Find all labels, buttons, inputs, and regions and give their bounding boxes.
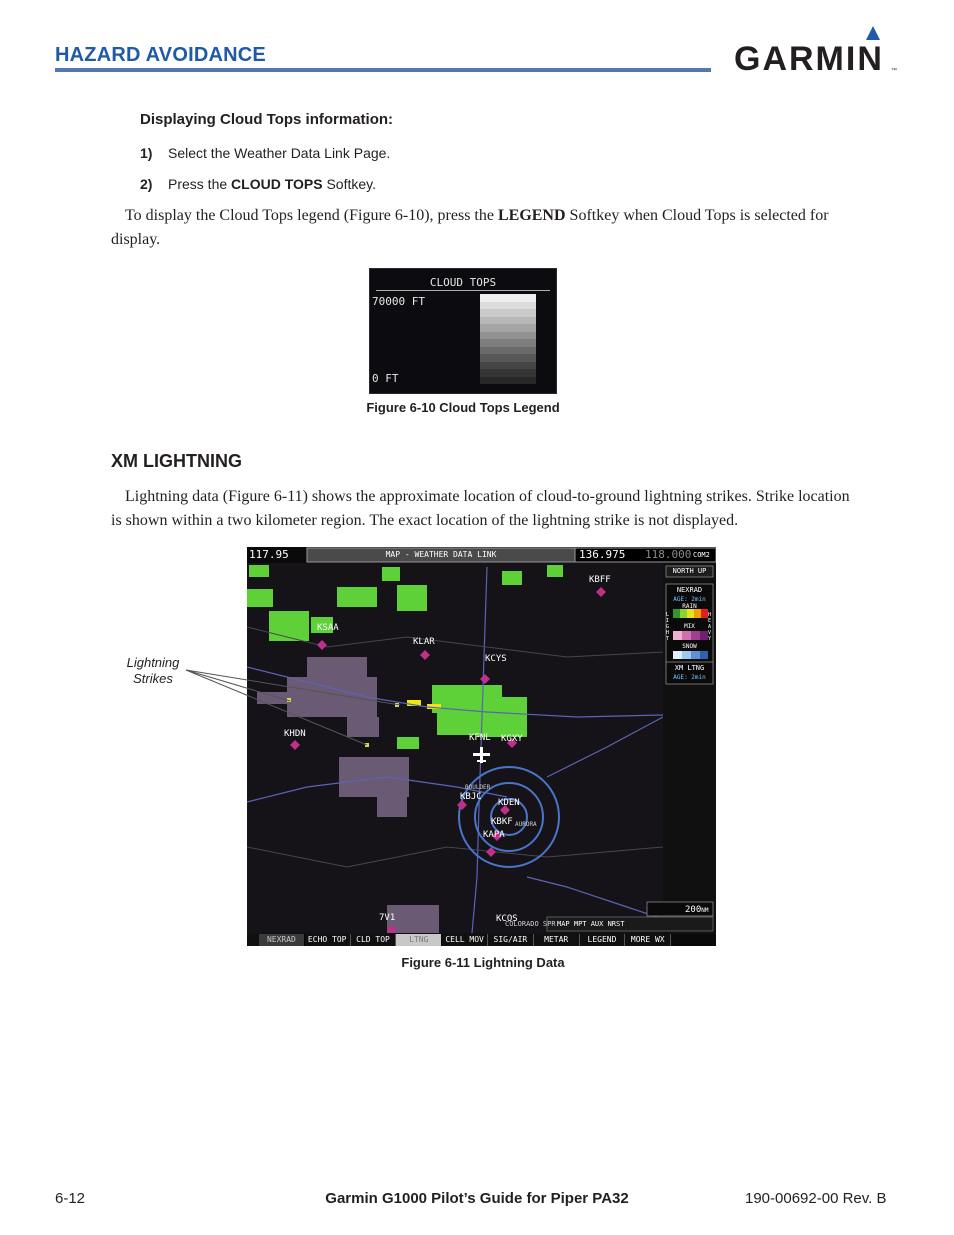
airport-label[interactable]: KGXY [501,734,523,744]
map-page-title: MAP - WEATHER DATA LINK [385,550,497,559]
map-range[interactable]: 200NM [685,905,709,915]
footer-document-title: Garmin G1000 Pilot’s Guide for Piper PA32 [325,1190,629,1207]
airport-label[interactable]: KFNL [469,733,491,743]
airport-label[interactable]: KCOS [496,914,518,924]
legend-softkey-name: LEGEND [497,207,566,224]
softkey-echo-top[interactable]: ECHO TOP [305,934,351,946]
airport-label[interactable]: KBJC [460,792,482,802]
snow-label: SNOW [682,643,697,650]
heavy-label: HEAVY [708,612,712,642]
figure-6-10-caption: Figure 6-10 Cloud Tops Legend [366,400,560,415]
airport-label[interactable]: KBKF [491,817,513,827]
com-label: COM2 [693,551,710,559]
com-active-frequency: 136.975 [579,548,626,561]
cloud-tops-softkey-name: CLOUD TOPS [231,176,323,192]
logo-trademark: ™ [891,68,897,74]
softkey-metar[interactable]: METAR [534,934,580,946]
page-group-status: MAP MPT AUX NRST [557,920,625,928]
legend-paragraph: To display the Cloud Tops legend (Figure 6-10), press the LEGEND Softkey when Cloud Tops is selected for display. [111,207,829,248]
airport-label[interactable]: KAPA [483,830,505,840]
xm-ltng-age: AGE: 2min [673,674,706,681]
softkey-nexrad[interactable]: NEXRAD [259,934,305,946]
softkey-sig-air[interactable]: SIG/AIR [488,934,534,946]
cloud-tops-legend-title: CLOUD TOPS [429,276,497,289]
lightning-strikes-callout: Lightning Strikes [126,655,180,686]
light-label: LIGHT [666,612,670,642]
airport-label[interactable]: KDEN [498,798,520,808]
softkey-cld-top[interactable]: CLD TOP [351,934,397,946]
footer-document-number: 190-00692-00 Rev. B [745,1190,887,1207]
cloud-tops-max-label: 70000 FT [372,295,425,308]
airport-label[interactable]: KSAA [317,623,339,633]
nexrad-legend-title: NEXRAD [676,586,703,594]
airport-label[interactable]: KHDN [284,729,306,739]
nexrad-age: AGE: 2min [673,596,706,603]
softkey-cell-mov[interactable]: CELL MOV [442,934,488,946]
mix-label: MIX [684,623,695,630]
airport-label[interactable]: 7V1 [379,913,396,923]
softkey-more-wx[interactable]: MORE WX [625,934,671,946]
orientation-label[interactable]: NORTH UP [672,567,707,575]
city-label: BOULDER [465,784,491,791]
softkey-legend[interactable]: LEGEND [580,934,626,946]
softkey-ltng[interactable]: LTNG [396,934,442,946]
procedure-step-2: 2) Press the CLOUD TOPS Softkey. [140,176,376,192]
logo-wordmark: GARMIN [734,40,884,76]
com-standby-frequency: 118.000 [645,548,692,561]
airport-label[interactable]: KLAR [413,637,435,647]
figure-6-11-caption: Figure 6-11 Lightning Data [401,955,565,970]
procedure-title: Displaying Cloud Tops information: [140,111,394,128]
cloud-tops-min-label: 0 FT [372,372,399,385]
rain-label: RAIN [682,603,697,610]
city-label: AURORA [515,821,537,828]
footer-page-number: 6-12 [55,1190,86,1207]
procedure-step-1: 1) Select the Weather Data Link Page. [140,145,391,161]
section-title: HAZARD AVOIDANCE [55,44,266,66]
xm-lightning-heading: XM LIGHTNING [111,451,242,471]
xm-ltng-legend-title: XM LTNG [674,664,705,672]
xm-lightning-paragraph: Lightning data (Figure 6-11) shows the approximate location of cloud-to-ground lightning strikes. Strike location is shown within a two kilometer region. The exact location of the lightning strike is not displayed. [111,488,850,529]
city-label: COLORADO SPR [505,920,556,928]
nav-frequency: 117.95 [249,548,289,561]
airport-label[interactable]: KBFF [589,575,611,585]
airport-label[interactable]: KCYS [485,654,507,664]
